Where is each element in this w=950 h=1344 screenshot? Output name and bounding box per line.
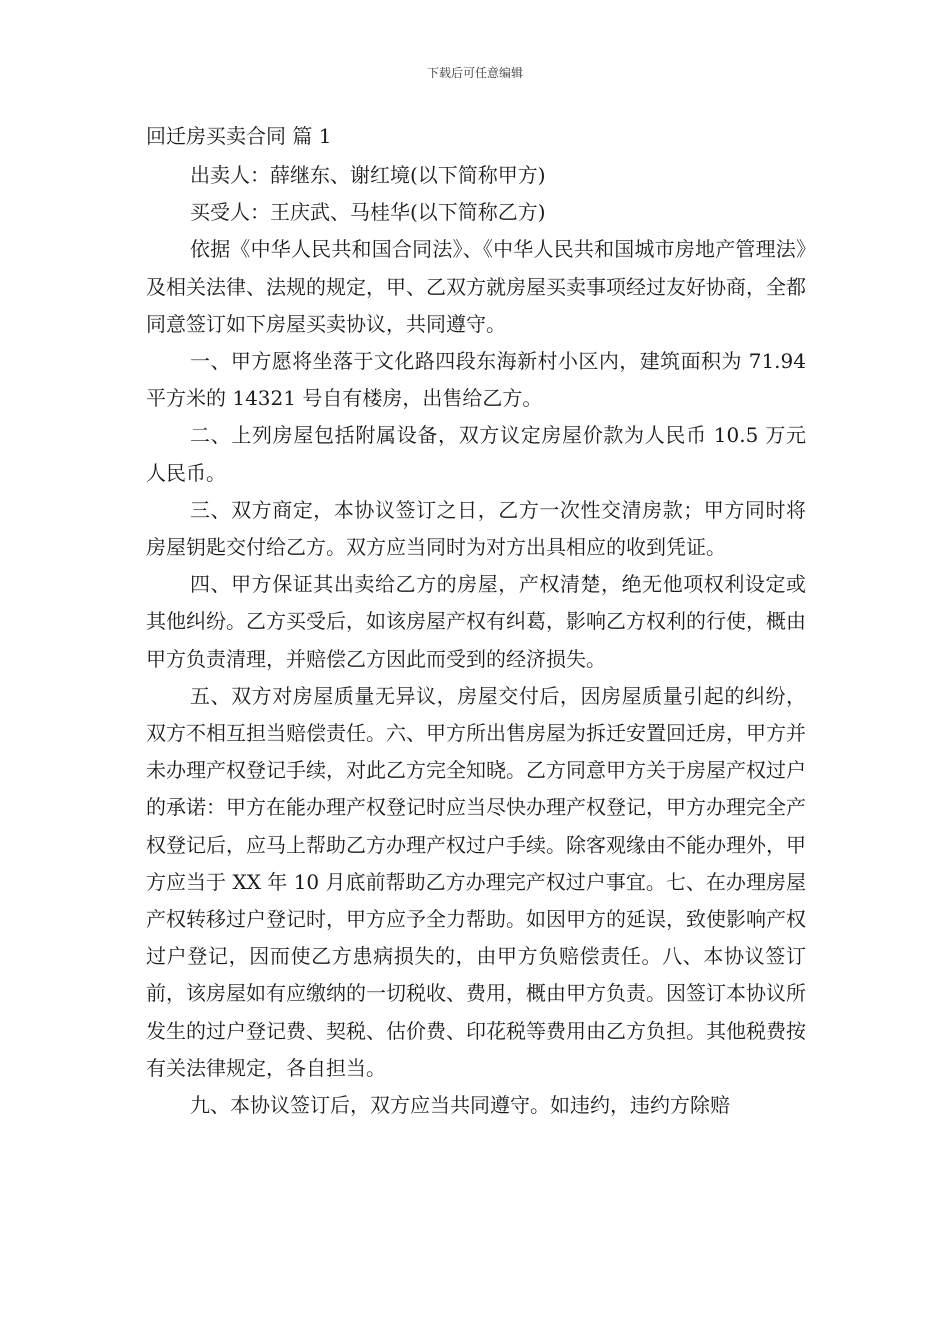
paragraph-clause-9: 九、本协议签订后，双方应当共同遵守。如违约，违约方除赔: [190, 1093, 730, 1118]
document-body: [146, 157, 806, 1124]
paragraph-preamble: 依据《中华人民共和国合同法》、《中华人民共和国城市房地产管理法》及相关法律、法规的规定，甲、乙双方就房屋买卖事项经过友好协商，全都同意签订如下房屋买卖协议，共同遵守。: [146, 237, 806, 336]
paragraph-clause-3: 三、双方商定，本协议签订之日，乙方一次性交清房款；甲方同时将房屋钥匙交付给乙方。双方应当同时为对方出具相应的收到凭证。: [146, 497, 806, 560]
paragraph-seller: 出卖人：薛继东、谢红境(以下简称甲方): [190, 163, 546, 187]
paragraph-clause-5-8: 五、双方对房屋质量无异议，房屋交付后，因房屋质量引起的纠纷，双方不相互担当赔偿责任。六、甲方所出售房屋为拆迁安置回迁房，甲方并未办理产权登记手续，对此乙方完全知晓。乙方同意甲方关于房屋产权过户的承诺：甲方在能办理产权登记时应当尽快办理产权登记，甲方办理完全产权登记后，应马上帮助乙方办理产权过户手续。除客观缘由不能办理外，甲方应当于 XX 年 10 月底前帮助乙方办理完产权过户事宜。七、在办理房屋产权转移过户登记时，甲方应予全力帮助。如因甲方的延误，致使影响产权过户登记，因而使乙方患病损失的，由甲方负赔偿责任。八、本协议签订前，该房屋如有应缴纳的一切税收、费用，概由甲方负责。因签订本协议所发生的过户登记费、契税、估价费、印花税等费用由乙方负担。其他税费按有关法律规定，各自担当。: [146, 683, 806, 1080]
paragraph-clause-4: 四、甲方保证其出卖给乙方的房屋，产权清楚，绝无他项权利设定或其他纠纷。乙方买受后，如该房屋产权有纠葛，影响乙方权利的行使，概由甲方负责清理，并赔偿乙方因此而受到的经济损失。: [146, 572, 806, 671]
document-title: 回迁房买卖合同 篇 1: [146, 124, 332, 148]
paragraph-buyer: 买受人：王庆武、马桂华(以下简称乙方): [190, 200, 546, 225]
paragraph-clause-1: 一、甲方愿将坐落于文化路四段东海新村小区内，建筑面积为 71.94 平方米的 14321 号自有楼房，出售给乙方。: [146, 349, 806, 411]
page-header: 下载后可任意编辑: [426, 66, 523, 80]
paragraph-clause-2: 二、上列房屋包括附属设备，双方议定房屋价款为人民币 10.5 万元人民币。: [146, 423, 806, 485]
